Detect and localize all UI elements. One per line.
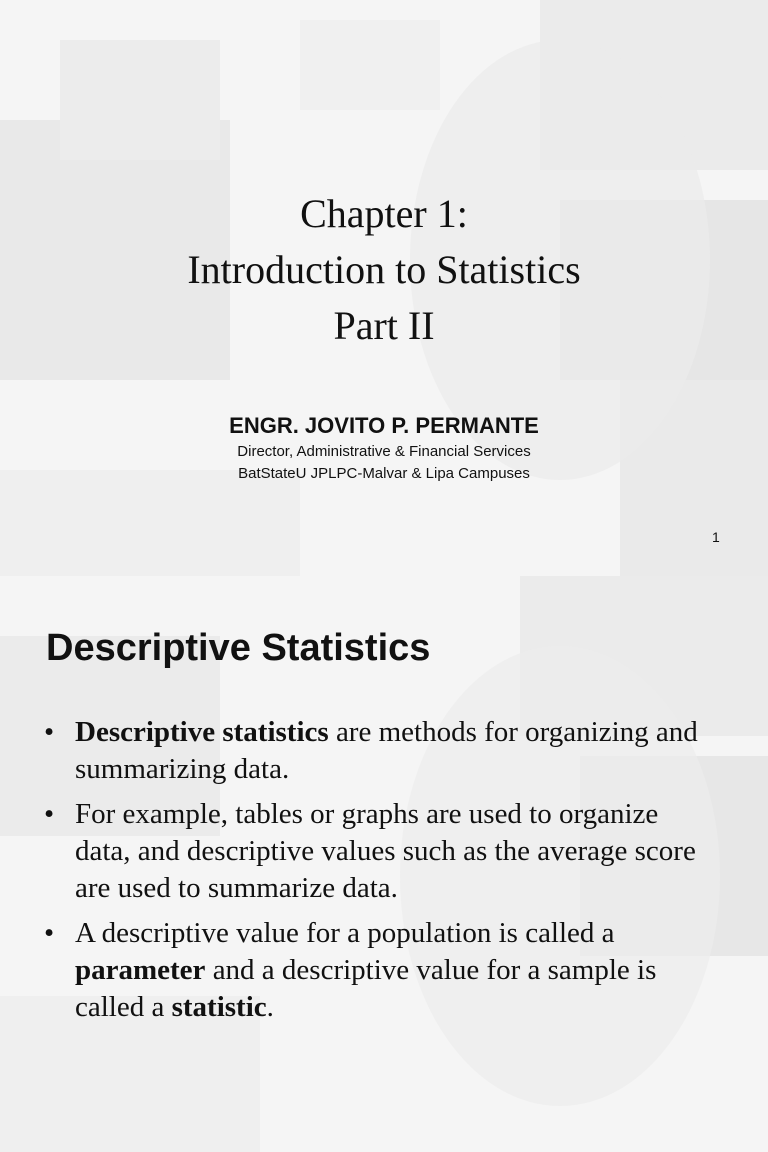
slide-title <box>0 186 768 354</box>
bold-term: statistic <box>171 991 267 1023</box>
title-line-topic: Introduction to Statistics <box>187 247 581 292</box>
bullet-text: are methods for organizing and summarizing data. <box>75 716 698 785</box>
slide-heading: Descriptive Statistics <box>46 627 431 669</box>
bullet-mark: • <box>44 798 55 830</box>
bullet-text: For example, tables or graphs are used to organize data, and descriptive values such as the average score are used to summarize data. <box>75 798 696 904</box>
bullet-mark: • <box>44 716 55 748</box>
bold-term: parameter <box>75 954 206 986</box>
title-line-chapter: Chapter 1: <box>300 191 468 236</box>
bullet-text: A descriptive value for a population is called a <box>75 917 615 949</box>
presenter-info <box>0 411 768 485</box>
bullet-item <box>0 796 720 907</box>
presenter-position: Director, Administrative & Financial Services <box>237 443 531 460</box>
page-number: 1 <box>712 529 720 545</box>
presenter-name: ENGR. JOVITO P. PERMANTE <box>229 413 539 438</box>
bullet-list <box>0 714 768 1034</box>
bullet-text: . <box>266 991 274 1023</box>
bullet-item <box>0 915 720 1026</box>
bullet-item <box>0 714 720 788</box>
bullet-text: and a descriptive value for a sample is called a <box>75 954 657 1023</box>
bullet-mark: • <box>44 917 55 949</box>
presenter-campus: BatStateU JPLPC-Malvar & Lipa Campuses <box>238 465 530 482</box>
title-line-part: Part II <box>333 303 435 348</box>
bold-term: Descriptive statistics <box>75 716 329 748</box>
